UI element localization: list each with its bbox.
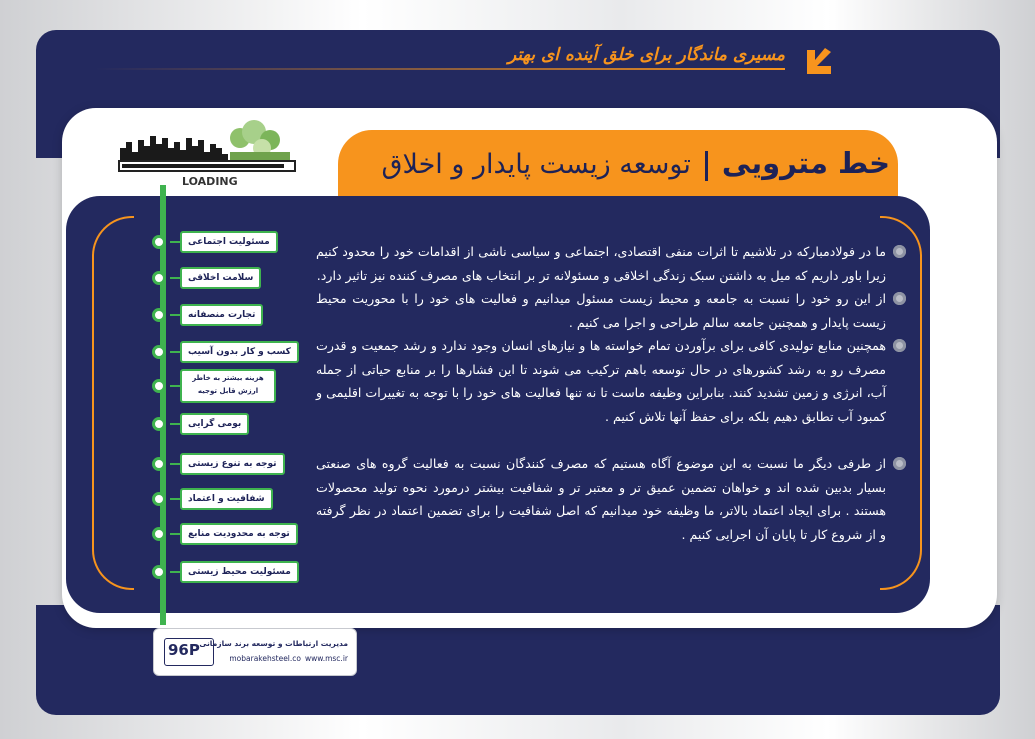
company-logo-text: 96P [168,641,200,659]
left-bracket-decoration [92,216,134,590]
station-label: توجه به تنوع زیستی [180,453,285,475]
slogan-underline [95,68,785,70]
bullet-icon [893,245,906,258]
website-link[interactable]: www.msc.ir [305,654,348,663]
station-connector [170,571,180,573]
title-separator [705,151,708,181]
station-dot-icon [152,492,166,506]
body-paragraph: از این رو خود را نسبت به جامعه و محیط زیست مسئول میدانیم و فعالیت های خود را با محوریت محیط زیست پایدار و همچنین جامعه سالم طراحی و اجرا می کنیم . [316,287,906,334]
station-dot-icon [152,565,166,579]
instagram-handle[interactable]: mobarakehsteel.co [229,654,301,663]
station-connector [170,277,180,279]
station-connector [170,533,180,535]
body-text [316,240,906,546]
station-dot-icon [152,417,166,431]
timeline-station [152,522,298,546]
body-paragraph: ما در فولادمبارکه در تلاشیم تا اثرات منفی اقتصادی، اجتماعی و سیاسی ناشی از اقدامات خود را محدود کنیم زیرا باور داریم که میل به داشتن سبک زندگی اخلاقی و مسئولانه تر بر انتخاب های مصرف کننده نیز تاثیر دارد. [316,240,906,287]
station-connector [170,241,180,243]
timeline-station [152,374,276,398]
page-title [382,146,890,181]
station-dot-icon [152,527,166,541]
bullet-icon [893,457,906,470]
timeline-station [152,230,278,254]
timeline-station [152,303,263,327]
bullet-icon [893,339,906,352]
body-paragraph: از طرفی دیگر ما نسبت به این موضوع آگاه هستیم که مصرف کنندگان نسبت به فعالیت گروه های صنعتی بسیار بدبین شده اند و خواهان تضمین عمیق تر و معتبر تر و شفافیت بیشتر درمورد نحوه تولید محصولات هستند . برای ایجاد اعتماد بالاتر، ما وظیفه خود میدانیم که اصل شفافیت را برای تضمین اعتماد در نظر گرفته و از شروع کار تا پایان آن اجرایی کنیم . [316,452,906,546]
station-connector [170,385,180,387]
city-skyline-icon [118,118,300,162]
station-label: کسب و کار بدون آسیب [180,341,299,363]
timeline-station [152,487,273,511]
timeline-station [152,560,299,584]
station-connector [170,314,180,316]
body-paragraph: همچنین منابع تولیدی کافی برای برآوردن تمام خواسته ها و نیازهای انسان وجود ندارد و رشد جمعیت و قدرت مصرف رو به رشد کشورهای در حال توسعه باهم ترکیب می شوند تا این فشارها را بر منابع حیاتی از جمله آب، انرژی و زمین تشدید کنند. بنابراین وظیفه ماست تا نه تنها فعالیت های خود را با توجه به تغییرات اقلیمی و کمبود آب تطابق دهیم بلکه برای حفظ آنها تلاش کنیم . [316,334,906,428]
station-connector [170,423,180,425]
footer-org-name: مدیریت ارتباطات و توسعه برند سازمانی [199,639,348,648]
timeline-station [152,452,285,476]
station-label: بومی گرایی [180,413,249,435]
footer-brand-box [153,628,357,676]
station-label: توجه به محدودیت منابع [180,523,298,545]
station-label: تجارت منصفانه [180,304,263,326]
timeline-station [152,340,299,364]
loading-bar [118,160,296,172]
title-main: خط مترویی [721,146,890,180]
station-connector [170,498,180,500]
station-dot-icon [152,235,166,249]
station-dot-icon [152,345,166,359]
timeline-station [152,266,261,290]
bullet-icon [893,292,906,305]
station-connector [170,351,180,353]
station-label: مسئولیت محیط زیستی [180,561,299,583]
header-slogan: مسیری ماندگار برای خلق آینده ای بهتر [508,45,785,65]
brand-arrow-icon [803,46,835,78]
station-dot-icon [152,379,166,393]
loading-bar-fill [122,164,284,168]
station-label: هزینه بیشتر به خاطر ارزش قابل توجیه [180,369,276,403]
station-dot-icon [152,308,166,322]
loading-label: LOADING [182,175,238,188]
station-label: شفافیت و اعتماد [180,488,273,510]
station-label: مسئولیت اجتماعی [180,231,278,253]
station-dot-icon [152,271,166,285]
station-connector [170,463,180,465]
title-subtitle: توسعه زیست پایدار و اخلاق [381,149,691,180]
station-label: سلامت اخلاقی [180,267,261,289]
loading-graphic [118,118,300,190]
station-dot-icon [152,457,166,471]
timeline-station [152,412,249,436]
footer-links [229,654,348,663]
